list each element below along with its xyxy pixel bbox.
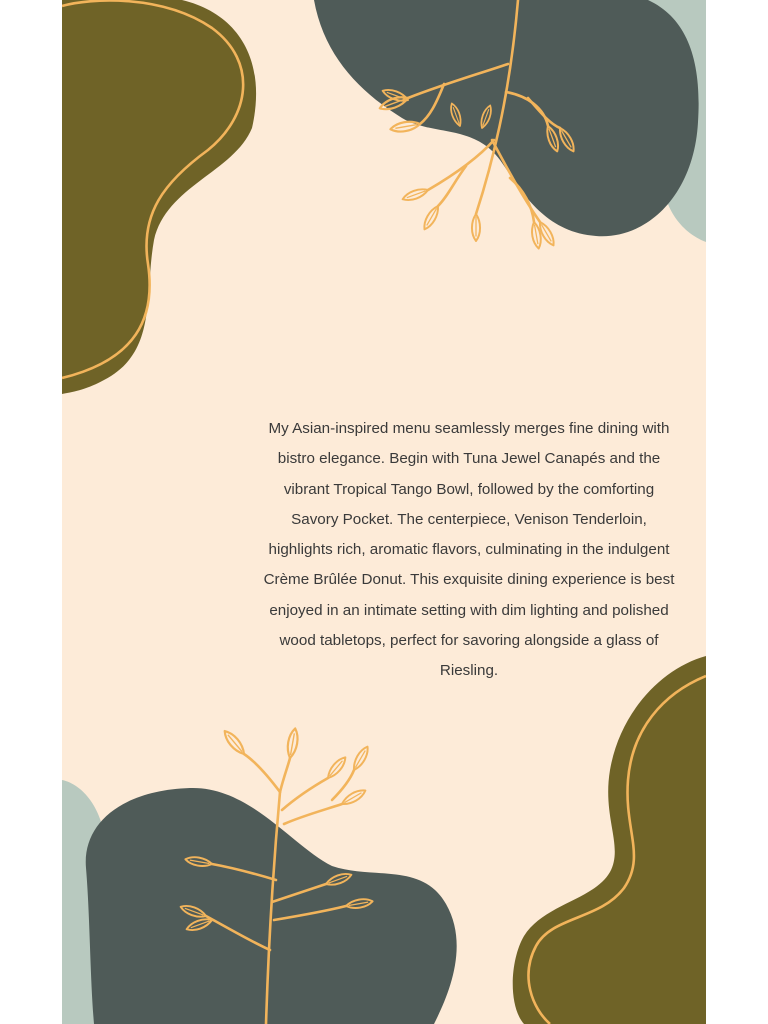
leaf xyxy=(221,728,247,757)
leaf xyxy=(472,214,480,241)
leaf xyxy=(350,745,371,772)
leaf xyxy=(340,787,367,808)
slate-blob-top-right xyxy=(314,0,699,236)
menu-page xyxy=(62,0,706,1024)
leaf xyxy=(390,120,421,134)
leaf xyxy=(325,755,349,781)
menu-description: My Asian-inspired menu seamlessly merges fine dining with bistro elegance. Begin with Tuna Jewel Canapés and the vibrant Tropical Tango Bowl, followed by the comforting Savory Pocket. The centerpiece, Venison Tenderloin, highlights rich, aromatic flavors, culminating in the indulgent Crème Brûlée Donut. This exquisite dining experience is best enjoyed in an intimate setting with dim lighting and polished wood tabletops, perfect for savoring alongside a glass of Riesling. xyxy=(263,420,675,680)
leaf xyxy=(401,186,429,203)
leaf xyxy=(421,204,442,231)
olive-blob-bottom-right xyxy=(513,656,706,1024)
leaf xyxy=(286,728,300,759)
